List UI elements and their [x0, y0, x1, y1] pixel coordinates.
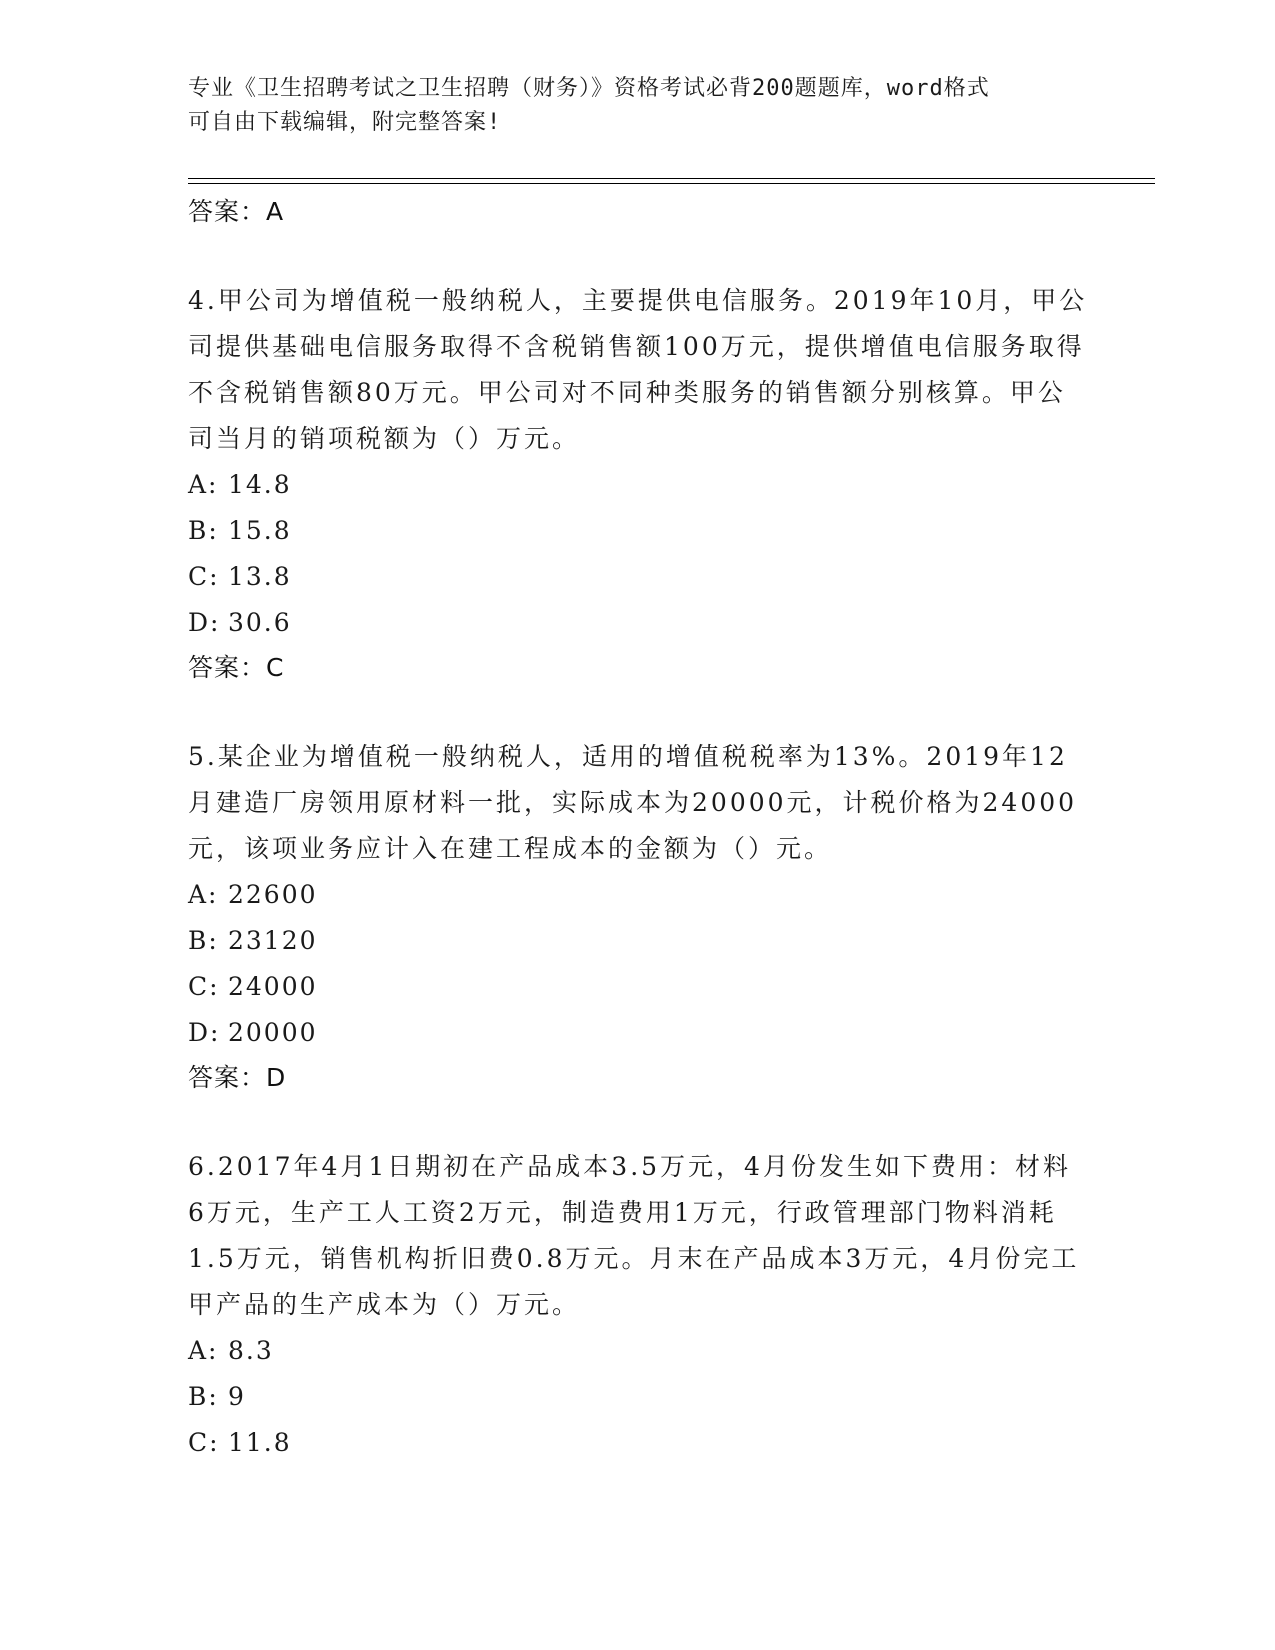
option-value: 11.8	[228, 1428, 292, 1457]
option-d	[188, 600, 1088, 646]
option-c	[188, 554, 1088, 600]
option-key: B:	[188, 1382, 219, 1411]
spacer	[188, 234, 1088, 278]
option-key: D:	[188, 1018, 221, 1047]
option-b	[188, 918, 1088, 964]
question-stem: 4.甲公司为增值税一般纳税人，主要提供电信服务。2019年10月，甲公司提供基础电信服务取得不含税销售额100万元，提供增值电信服务取得不含税销售额80万元。甲公司对不同种类服务的销售额分别核算。甲公司当月的销项税额为（）万元。	[188, 286, 1088, 453]
question-block	[188, 734, 1088, 1100]
header-line-1: 专业《卫生招聘考试之卫生招聘（财务）》资格考试必背200题题库，word格式	[188, 76, 990, 101]
option-value: 23120	[228, 926, 318, 955]
option-a	[188, 872, 1088, 918]
option-key: A:	[188, 880, 219, 909]
option-c	[188, 964, 1088, 1010]
option-key: B:	[188, 516, 219, 545]
header-divider-bottom	[188, 183, 1155, 184]
question-list	[188, 190, 1088, 1466]
option-value: 22600	[228, 880, 318, 909]
question-block	[188, 278, 1088, 690]
header-divider-top	[188, 178, 1155, 179]
option-b	[188, 508, 1088, 554]
option-value: 8.3	[228, 1336, 274, 1365]
option-value: 30.6	[228, 608, 292, 637]
option-value: 20000	[228, 1018, 318, 1047]
header-line-2: 可自由下载编辑，附完整答案!	[188, 110, 502, 135]
spacer	[188, 1100, 1088, 1144]
option-value: 24000	[228, 972, 318, 1001]
option-value: 15.8	[228, 516, 292, 545]
option-key: C:	[188, 562, 220, 591]
option-c	[188, 1420, 1088, 1466]
option-key: B:	[188, 926, 219, 955]
option-key: A:	[188, 470, 219, 499]
option-value: 13.8	[228, 562, 292, 591]
option-a	[188, 462, 1088, 508]
previous-answer: 答案：A	[188, 197, 285, 226]
spacer	[188, 690, 1088, 734]
question-stem: 5.某企业为增值税一般纳税人，适用的增值税税率为13%。2019年12月建造厂房领用原材料一批，实际成本为20000元，计税价格为24000元，该项业务应计入在建工程成本的金额为（）元。	[188, 742, 1078, 863]
option-b	[188, 1374, 1088, 1420]
option-value: 9	[228, 1382, 246, 1411]
question-answer: 答案：D	[188, 1063, 287, 1092]
option-key: A:	[188, 1336, 219, 1365]
option-value: 14.8	[228, 470, 292, 499]
question-answer: 答案：C	[188, 653, 285, 682]
question-block	[188, 1144, 1088, 1466]
option-key: C:	[188, 972, 220, 1001]
option-key: D:	[188, 608, 221, 637]
question-stem: 6.2017年4月1日期初在产品成本3.5万元，4月份发生如下费用：材料6万元，生产工人工资2万元，制造费用1万元，行政管理部门物料消耗1.5万元，销售机构折旧费0.8万元。月末在产品成本3万元，4月份完工甲产品的生产成本为（）万元。	[188, 1152, 1080, 1319]
document-header	[188, 72, 1068, 140]
option-key: C:	[188, 1428, 220, 1457]
option-d	[188, 1010, 1088, 1056]
option-a	[188, 1328, 1088, 1374]
